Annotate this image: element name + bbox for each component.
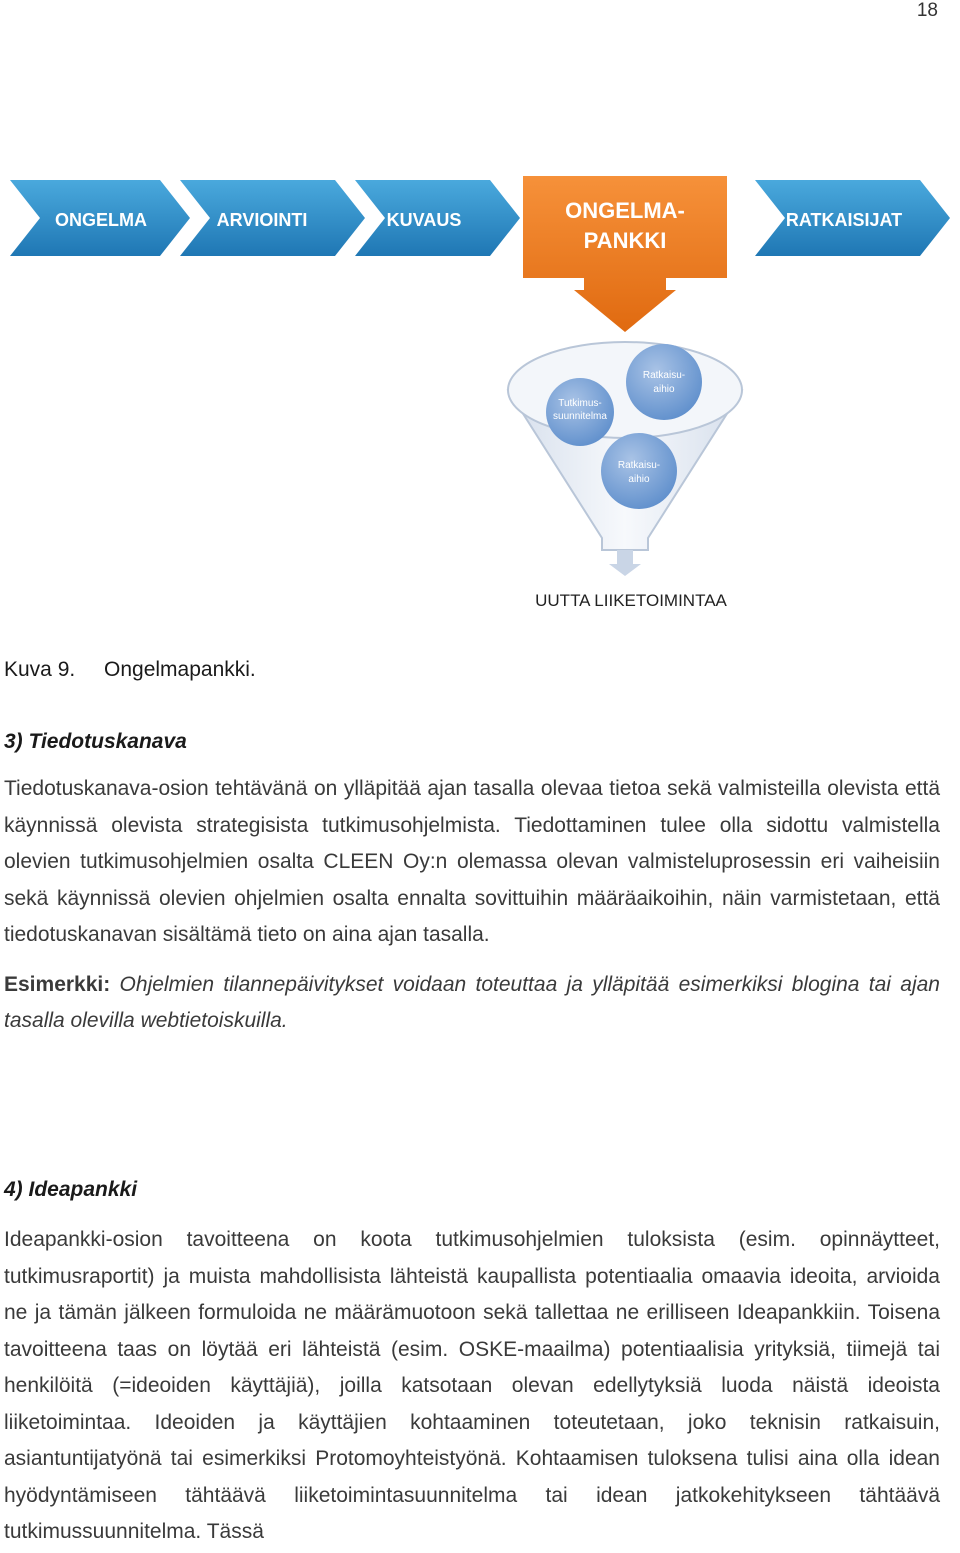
caption-text: Ongelmapankki.	[104, 658, 256, 681]
bank-title-line1: ONGELMA-	[565, 198, 685, 223]
bubble-ratkaisuaihio-bottom	[601, 433, 677, 509]
chevron-label-kuvaus: KUVAUS	[386, 210, 462, 230]
bubble-1-line2: suunnitelma	[553, 411, 607, 422]
section-ideapankki	[4, 1178, 940, 1551]
bubble-3-line2: aihio	[628, 474, 650, 485]
chevron-label-ratkaisijat: RATKAISIJAT	[785, 210, 903, 230]
section-heading: 4) Ideapankki	[4, 1178, 138, 1201]
chevron-label-arviointi: ARVIOINTI	[216, 210, 308, 230]
bubble-1-line1: Tutkimus-	[558, 398, 602, 409]
bubble-2-line2: aihio	[653, 384, 675, 395]
output-label: UUTTA LIIKETOIMINTAA	[535, 591, 727, 610]
chevron-label-ongelma: ONGELMA	[55, 210, 147, 230]
bubble-2-line1: Ratkaisu-	[642, 370, 686, 381]
problem-bank-figure	[0, 160, 960, 630]
section-paragraph: Ideapankki-osion tavoitteena on koota tutkimusohjelmien tuloksista (esim. opinnäytteet, tutkimusraportit) ja muista mahdollisista lähteistä kaupallista potentiaalia omaavia ideoita, arvioida ne ja tämän jälkeen formuloida ne määrämuotoon sekä tallettaa ne erilliseen Ideapankkiin. Toisena tavoitteena taas on löytää eri lähteistä (esim. OSKE-maailma) potentiaalisia yrityksiä, tiimejä tai henkilöitä (=ideoiden käyttäjiä), joilla katsotaan olevan edellytyksiä luoda näistä ideoista liiketoimintaa. Ideoiden ja käyttäjien kohtaaminen toteutetaan, joko teknisin ratkaisuin, asiantuntijatyönä tai esimerkiksi Protomoyhteistyönä. Kohtaamisen tuloksena tulisi aina olla idean hyödyntämiseen tähtäävä liiketoimintasuunnitelma tai idean jatkokehitykseen tähtäävä tutkimussuunnitelma. Tässä	[4, 1228, 940, 1543]
bubble-3-line1: Ratkaisu-	[617, 460, 661, 471]
example-label: Esimerkki:	[4, 972, 111, 996]
section-heading: 3) Tiedotuskanava	[4, 730, 187, 753]
figure-caption	[4, 658, 256, 682]
caption-number: Kuva 9.	[4, 658, 76, 681]
bank-title-line2: PANKKI	[583, 228, 667, 253]
section-tiedotuskanava	[4, 730, 940, 1040]
bubble-ratkaisuaihio-top	[626, 344, 702, 420]
example-paragraph	[4, 967, 940, 1040]
example-text: Ohjelmien tilannepäivitykset voidaan toteuttaa ja ylläpitää esimerkiksi blogina tai ajan tasalla olevilla webtietoiskuilla.	[4, 972, 940, 1032]
output-arrow	[609, 550, 641, 576]
section-paragraph: Tiedotuskanava-osion tehtävänä on ylläpitää ajan tasalla olevaa tietoa sekä valmisteilla olevista että käynnissä olevista strategisista tutkimusohjelmista. Tiedottaminen tulee olla sidottu valmistella olevien tutkimusohjelmien osalta CLEEN Oy:n olemassa olevan valmisteluprosessin eri vaiheisiin sekä käynnissä olevien ohjelmien osalta ennalta sovittuihin määräaikoihin, näin varmistetaan, että tiedotuskanavan sisältämä tieto on aina ajan tasalla.	[4, 777, 940, 946]
page-number: 18	[916, 0, 938, 21]
